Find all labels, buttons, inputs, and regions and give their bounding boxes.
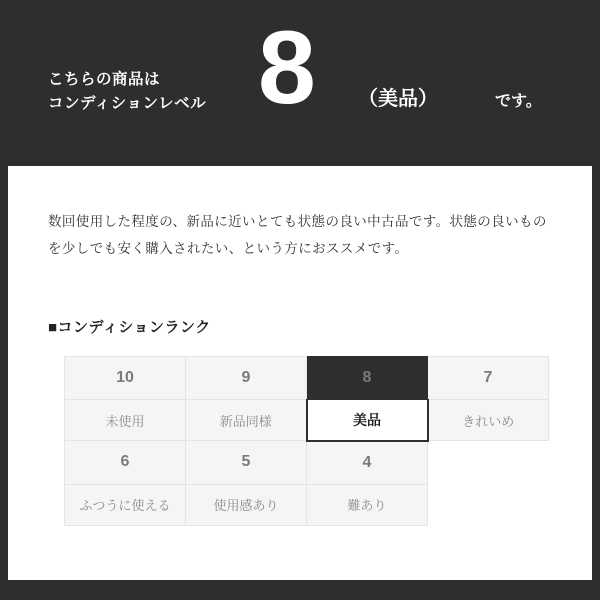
rank-number-cell-selected: 8 [307,357,428,400]
rank-number-cell: 4 [307,441,428,485]
rank-label-cell: きれいめ [428,400,549,441]
header-banner [0,0,600,158]
condition-level-number: 8 [258,10,314,126]
rank-number-cell: 6 [65,441,186,485]
detail-panel [8,166,592,580]
rank-label-cell: 未使用 [65,400,186,441]
table-row [65,484,549,525]
condition-description: 数回使用した程度の、新品に近いとても状態の良い中古品です。状態の良いものを少しでも安く購入されたい、という方におススメです。 [48,214,547,256]
rank-empty-cell [428,441,549,485]
header-lead-line2: コンディションレベル [48,95,207,113]
rank-number-cell: 5 [186,441,307,485]
section-title-condition-rank: ■コンディションランク [48,319,211,336]
header-content [0,0,600,158]
condition-level-word: （美品） [358,88,438,110]
rank-label-cell-selected: 美品 [307,400,428,441]
rank-number-cell: 10 [65,357,186,400]
rank-number-cell: 9 [186,357,307,400]
table-row [65,357,549,400]
condition-rank-table [64,356,549,526]
header-lead-line1: こちらの商品は [48,71,161,88]
header-tail-text: です。 [495,93,542,110]
rank-label-cell: 難あり [307,484,428,525]
rank-label-cell: 新品同様 [186,400,307,441]
table-row [65,400,549,441]
table-row [65,441,549,485]
rank-empty-cell [428,484,549,525]
rank-label-cell: ふつうに使える [65,484,186,525]
rank-label-cell: 使用感あり [186,484,307,525]
header-lead-text [48,68,206,116]
rank-number-cell: 7 [428,357,549,400]
